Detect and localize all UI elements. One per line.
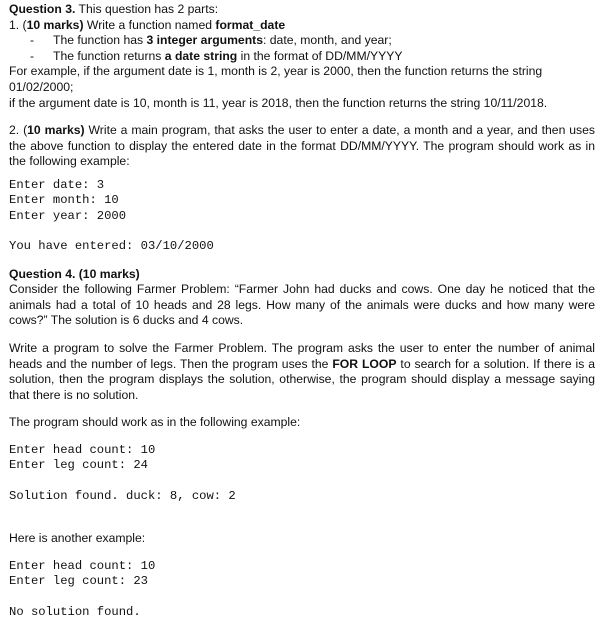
code-line: Enter head count: 10	[9, 442, 156, 457]
q3-heading	[9, 2, 595, 18]
code-line: Enter date: 3	[9, 177, 105, 192]
code-line: Enter head count: 10	[9, 558, 156, 573]
q4-task-c: to search for a solution. If there is a solution, then the program displays the solution, otherwise, the program should display a message saying that there is no solution.	[9, 356, 596, 402]
bullet1-c: : date, month, and year;	[263, 33, 392, 48]
bullet2-a: The function returns	[53, 48, 165, 63]
q3-part1	[9, 18, 595, 34]
q3-part2-marks: 10 marks)	[27, 123, 85, 138]
q3-part1-marks: 10 marks)	[26, 17, 84, 32]
code-line: Enter leg count: 24	[9, 458, 148, 473]
q4-heading	[9, 267, 595, 283]
q4-task-for-loop: FOR LOOP	[332, 356, 397, 371]
code-output: No solution found.	[9, 604, 141, 619]
q4-example-intro: The program should work as in the following example:	[9, 415, 301, 430]
q4-another-example: Here is another example:	[9, 531, 146, 546]
code-line: Enter month: 10	[9, 193, 119, 208]
code-line: Enter leg count: 23	[9, 574, 148, 589]
q3-title-rest: This question has 2 parts:	[75, 2, 219, 16]
code-example-1	[9, 178, 595, 255]
code-example-2	[9, 443, 595, 504]
q3-bullet-arguments	[9, 33, 595, 49]
code-line: Enter year: 2000	[9, 208, 127, 223]
bullet2-c: in the format of DD/MM/YYYY	[237, 48, 403, 63]
q3-example-line2: if the argument date is 10, month is 11, year is 2018, then the function returns the string 10/11/2018.	[9, 95, 548, 110]
bullet1-a: The function has	[53, 33, 147, 48]
q4-task-a: Write a program to solve the Farmer Problem. The program asks the user to enter the number of animal heads and the number of legs. Then the program uses the	[9, 340, 595, 371]
bullet1-b: 3 integer arguments	[146, 33, 263, 48]
q4-title: Question 4. (10 marks)	[9, 266, 140, 281]
q3-part1-text: Write a function named	[83, 17, 216, 32]
q4-task	[9, 341, 595, 403]
q3-bullet-returns	[9, 49, 595, 65]
q3-part2-text: Write a main program, that asks the user to enter a date, a month and a year, and then uses the above function to display the entered date in the format DD/MM/YYYY. The program should work as in the following example:	[9, 123, 596, 169]
code-output: You have entered: 03/10/2000	[9, 239, 214, 254]
bullet2-b: a date string	[164, 48, 238, 63]
document-page	[9, 2, 595, 620]
code-example-3	[9, 559, 595, 620]
q3-example-line1: For example, if the argument date is 1, month is 2, year is 2000, then the function returns the string 01/02/2000;	[9, 64, 543, 94]
q3-part2-prefix: 2. (	[9, 123, 28, 138]
q3-part1-function-name: format_date	[215, 17, 286, 32]
q3-title: Question 3.	[9, 2, 76, 16]
q3-part2	[9, 123, 595, 170]
q4-intro: Consider the following Farmer Problem: “Farmer John had ducks and cows. One day he noticed that the animals had a total of 10 heads and 28 legs. How many of the animals were ducks and how many were cows?” The solution is 6 ducks and 4 cows.	[9, 282, 595, 328]
q3-part1-prefix: 1. (	[9, 17, 27, 32]
q3-bullet-list	[9, 33, 595, 64]
code-output: Solution found. duck: 8, cow: 2	[9, 488, 236, 503]
